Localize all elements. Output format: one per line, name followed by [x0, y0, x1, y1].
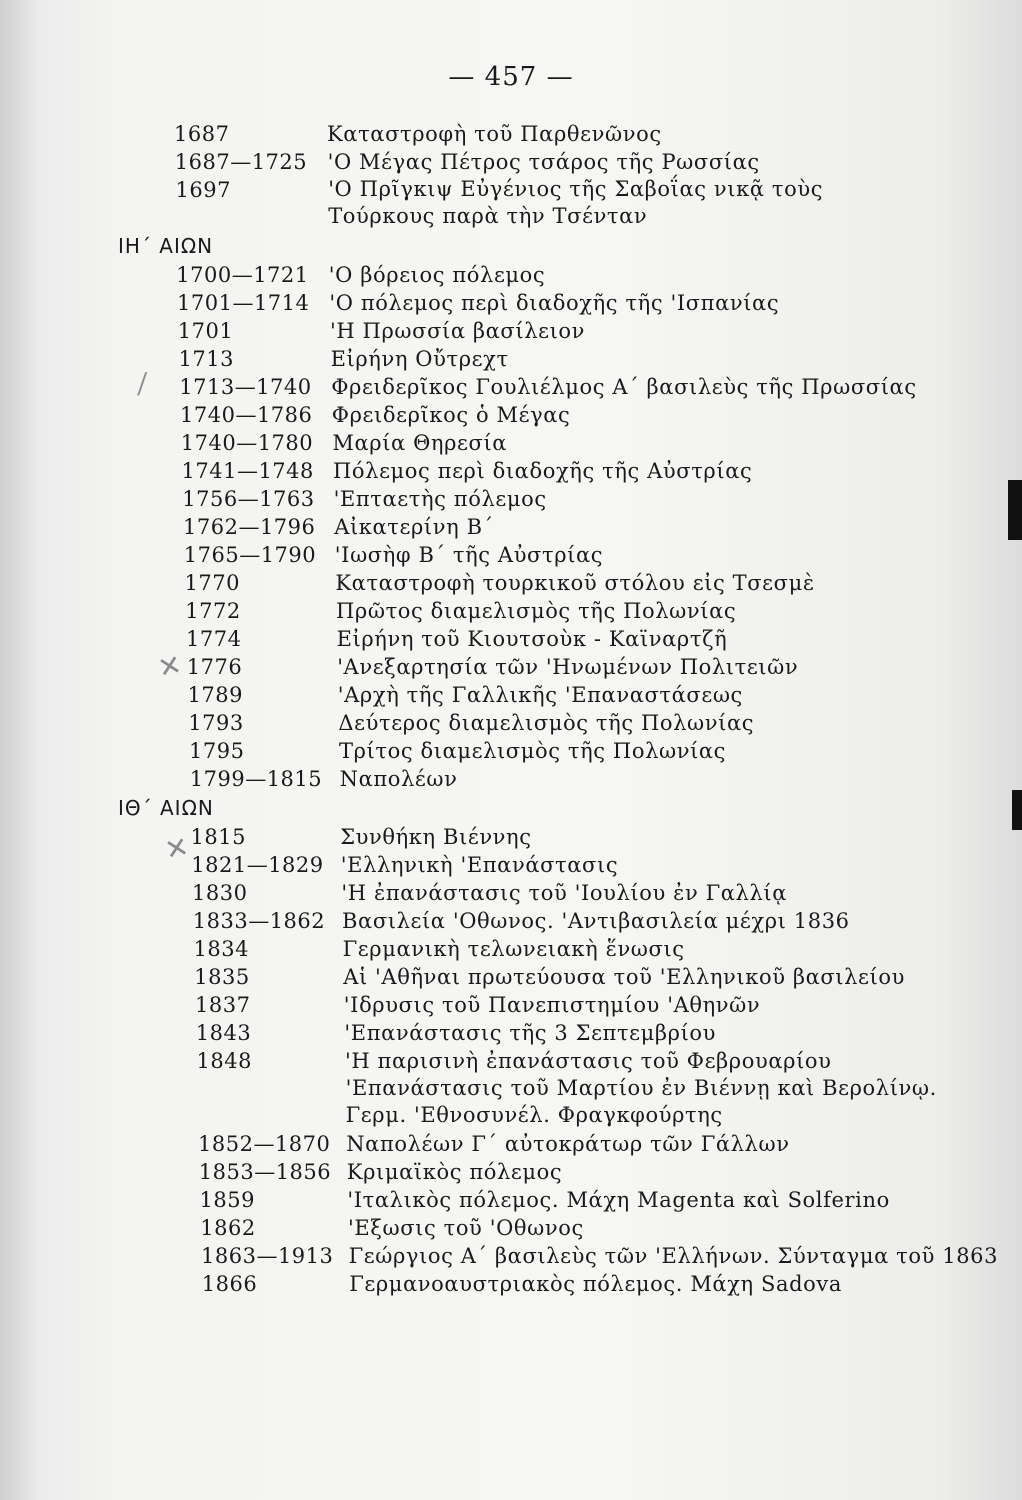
- century-heading: [0, 793, 1022, 823]
- entry-date: 1837: [195, 993, 251, 1017]
- chronology-entry: [0, 1270, 1022, 1298]
- entry-text: 'Ο βόρειος πόλεμος: [328, 263, 546, 287]
- chronology-entry: [0, 289, 1022, 317]
- chronology-entry: [0, 1075, 1022, 1130]
- chronology-entry: [0, 1019, 1022, 1047]
- entry-text: Φρειδερῖκος ὁ Μέγας: [331, 403, 571, 427]
- entry-date: 1740—1780: [180, 431, 314, 455]
- entry-text: 'Η Πρωσσία βασίλειον: [330, 319, 586, 343]
- chronology-entry: [0, 569, 1022, 597]
- chronology-entry: [0, 935, 1022, 963]
- entry-text: Ναπολέων: [339, 767, 458, 791]
- entry-date: 1795: [189, 739, 245, 763]
- entry-date: 1835: [194, 965, 250, 989]
- entry-text: Καταστροφὴ τοῦ Παρθενῶνος: [327, 122, 662, 146]
- chronology-entry: [0, 709, 1022, 737]
- chronology-entry: [0, 1130, 1022, 1158]
- chronology-entry: [0, 907, 1022, 935]
- chronology-entry: [0, 681, 1022, 709]
- entry-date: 1848: [196, 1049, 252, 1073]
- entry-date: 1833—1862: [192, 909, 326, 933]
- entry-text: Γερμανοαυστριακὸς πόλεμος. Μάχη Sadova: [349, 1272, 842, 1296]
- chronology-entry: [0, 879, 1022, 907]
- entry-text: 'Ο πόλεμος περὶ διαδοχῆς τῆς 'Ισπανίας: [329, 291, 780, 315]
- entry-text: Συνθήκη Βιέννης: [340, 825, 532, 849]
- entry-text: Πόλεμος περὶ διαδοχῆς τῆς Αὐστρίας: [333, 459, 753, 483]
- entry-date: 1853—1856: [198, 1160, 332, 1184]
- entry-date: 1687: [174, 122, 230, 146]
- chronology-list: [0, 120, 1022, 1298]
- century-heading: [0, 231, 1022, 261]
- entry-text: 'Επταετὴς πόλεμος: [333, 487, 547, 511]
- entry-date: 1701—1714: [177, 291, 310, 315]
- entry-date: 1770: [184, 571, 240, 595]
- chronology-entry: [0, 176, 1022, 231]
- entry-text: 'Επανάστασις τοῦ Μαρτίου ἐν Βιέννῃ καὶ Βερολίνῳ. Γερμ. 'Εθνοσυνέλ. Φραγκφούρτης: [345, 1076, 937, 1127]
- entry-date: 1799—1815: [189, 767, 323, 791]
- chronology-entry: [0, 457, 1022, 485]
- entry-date: 1862: [200, 1216, 256, 1240]
- chronology-entry: [0, 1158, 1022, 1186]
- pencil-mark: ⁄: [136, 367, 149, 402]
- chronology-entry: [0, 120, 1022, 148]
- entry-text: Αἱ 'Αθῆναι πρωτεύουσα τοῦ 'Ελληνικοῦ βασιλείου: [343, 965, 905, 989]
- entry-date: 1821—1829: [191, 853, 324, 877]
- entry-date: 1774: [186, 627, 242, 651]
- entry-date: 1793: [188, 711, 244, 735]
- entry-date: 1713: [178, 347, 234, 371]
- chronology-entry: [0, 429, 1022, 457]
- century-label: ΙΘ΄ ΑΙΩΝ: [118, 796, 214, 820]
- chronology-entry: [0, 513, 1022, 541]
- entry-date: 1697: [175, 178, 231, 202]
- entry-date: 1700—1721: [176, 263, 309, 287]
- entry-text: 'Ελληνικὴ 'Επανάστασις: [340, 853, 619, 877]
- entry-text: 'Ιταλικὸς πόλεμος. Μάχη Magenta καὶ Solferino: [347, 1188, 890, 1212]
- entry-text: 'Ανεξαρτησία τῶν 'Ηνωμένων Πολιτειῶν: [337, 655, 799, 679]
- entry-date: 1863—1913: [201, 1244, 334, 1268]
- entry-text: Μαρία Θηρεσία: [332, 431, 508, 455]
- entry-text: Πρῶτος διαμελισμὸς τῆς Πολωνίας: [336, 599, 737, 623]
- chronology-entry: [0, 541, 1022, 569]
- chronology-entry: [0, 317, 1022, 345]
- entry-text: Βασιλεία 'Οθωνος. 'Αντιβασιλεία μέχρι 1836: [342, 909, 850, 933]
- chronology-entry: [0, 653, 1022, 681]
- entry-date: 1741—1748: [181, 459, 314, 483]
- chronology-entry: [0, 991, 1022, 1019]
- chronology-entry: [0, 1186, 1022, 1214]
- entry-date: 1834: [193, 937, 249, 961]
- entry-date: 1765—1790: [183, 543, 317, 567]
- chronology-entry: [0, 261, 1022, 289]
- chronology-entry: [0, 963, 1022, 991]
- entry-date: 1866: [201, 1272, 258, 1296]
- entry-date: 1776: [186, 655, 243, 679]
- entry-text: 'Επανάστασις τῆς 3 Σεπτεμβρίου: [344, 1021, 717, 1045]
- entry-date: 1830: [192, 881, 248, 905]
- page-number: — 457 —: [448, 62, 574, 92]
- entry-date: 1859: [199, 1188, 255, 1212]
- chronology-entry: [0, 765, 1022, 793]
- entry-text: 'Ο Πρῖγκιψ Εὐγένιος τῆς Σαβοΐας νικᾷ τοὺς Τούρκους παρὰ τὴν Τσένταν: [328, 177, 824, 228]
- entry-date: 1843: [195, 1021, 252, 1045]
- entry-text: Κριμαϊκὸς πόλεμος: [346, 1160, 563, 1184]
- pencil-mark: ✕: [154, 647, 185, 686]
- chronology-entry: [0, 597, 1022, 625]
- entry-text: 'Η ἐπανάστασις τοῦ 'Ιουλίου ἐν Γαλλίᾳ: [341, 881, 787, 905]
- page-edge-mark: [1012, 790, 1022, 830]
- entry-date: 1772: [185, 599, 241, 623]
- entry-date: 1713—1740: [179, 375, 312, 399]
- entry-text: 'Ιδρυσις τοῦ Πανεπιστημίου 'Αθηνῶν: [343, 993, 761, 1017]
- pencil-mark: ✕: [161, 829, 192, 868]
- entry-text: Ναπολέων Γ΄ αὐτοκράτωρ τῶν Γάλλων: [346, 1132, 790, 1156]
- entry-text: 'Αρχὴ τῆς Γαλλικῆς 'Επαναστάσεως: [337, 683, 743, 707]
- chronology-entry: [0, 485, 1022, 513]
- entry-text: Φρειδερῖκος Γουλιέλμος Α΄ βασιλεὺς τῆς Πρωσσίας: [331, 375, 917, 399]
- chronology-entry: [0, 851, 1022, 879]
- chronology-entry: [0, 401, 1022, 429]
- entry-date: 1789: [187, 683, 243, 707]
- chronology-entry: [0, 823, 1022, 851]
- chronology-entry: [0, 373, 1022, 401]
- entry-text: Γεώργιος Α΄ βασιλεὺς τῶν 'Ελλήνων. Σύνταγμα τοῦ 1863: [348, 1244, 999, 1268]
- entry-date: 1756—1763: [182, 487, 315, 511]
- chronology-entry: [0, 148, 1022, 176]
- entry-text: Δεύτερος διαμελισμὸς τῆς Πολωνίας: [338, 711, 755, 735]
- entry-text: 'Εξωσις τοῦ 'Οθωνος: [348, 1216, 584, 1240]
- century-label: ΙΗ΄ ΑΙΩΝ: [118, 234, 214, 258]
- entry-text: 'Ιωσὴφ Β΄ τῆς Αὐστρίας: [334, 543, 604, 567]
- chronology-entry: [0, 1047, 1022, 1075]
- entry-date: 1852—1870: [198, 1132, 331, 1156]
- entry-text: Αἰκατερίνη Β΄: [334, 515, 494, 539]
- entry-date: 1701: [177, 319, 234, 343]
- entry-text: Καταστροφὴ τουρκικοῦ στόλου εἰς Τσεσμὲ: [335, 571, 815, 595]
- entry-text: Εἰρήνη Οὔτρεχτ: [330, 347, 509, 371]
- entry-text: 'Η παρισινὴ ἐπανάστασις τοῦ Φεβρουαρίου: [345, 1049, 832, 1073]
- entry-date: 1687—1725: [174, 150, 308, 174]
- entry-text: Εἰρήνη τοῦ Κιουτσοὺκ - Καϊναρτζῆ: [336, 627, 728, 651]
- entry-date: 1762—1796: [183, 515, 316, 539]
- entry-date: 1815: [190, 825, 246, 849]
- chronology-entry: [0, 345, 1022, 373]
- chronology-entry: [0, 1214, 1022, 1242]
- chronology-entry: [0, 737, 1022, 765]
- entry-text: Τρίτος διαμελισμὸς τῆς Πολωνίας: [339, 739, 727, 763]
- chronology-entry: [0, 1242, 1022, 1270]
- entry-date: 1740—1786: [180, 403, 313, 427]
- entry-text: Γερμανικὴ τελωνειακὴ ἕνωσις: [342, 937, 685, 961]
- page-edge-mark: [1008, 480, 1022, 540]
- chronology-entry: [0, 625, 1022, 653]
- entry-text: 'Ο Μέγας Πέτρος τσάρος τῆς Ρωσσίας: [327, 150, 760, 174]
